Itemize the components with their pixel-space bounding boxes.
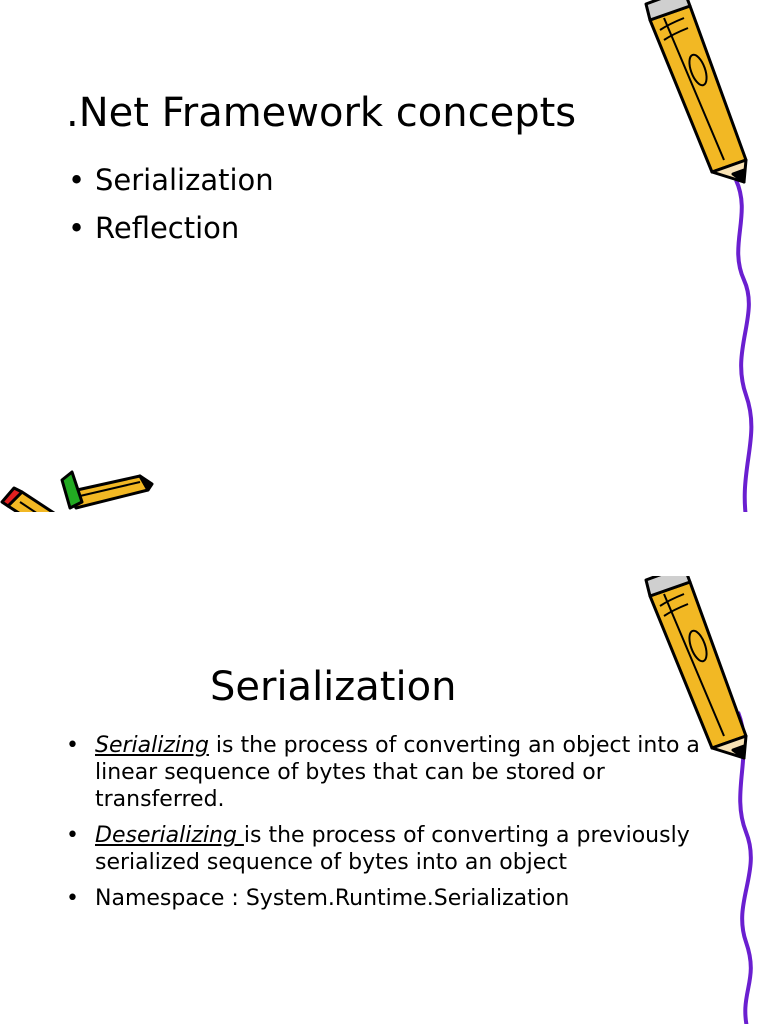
crossed-pencils-icon xyxy=(0,462,160,512)
bullet-text: Namespace : System.Runtime.Serialization xyxy=(95,886,570,911)
bullet-text: Serialization xyxy=(95,163,274,197)
bullet-text: Reflection xyxy=(95,211,240,245)
bullet-marker: • xyxy=(68,211,86,245)
list-item xyxy=(66,822,706,876)
term-serializing: Serializing xyxy=(95,733,209,758)
list-item xyxy=(66,885,706,912)
list-item xyxy=(68,204,274,252)
bullet-text: is the process of converting an object into a linear sequence of bytes that can be stored or transferred. xyxy=(95,733,700,812)
bullet-marker: • xyxy=(68,163,86,197)
slide-title: .Net Framework concepts xyxy=(66,90,577,136)
slide-title: Serialization xyxy=(210,664,457,710)
slide-2 xyxy=(0,512,768,1024)
bullet-marker: • xyxy=(66,823,79,848)
term-deserializing: Deserializing xyxy=(95,823,244,848)
bullet-list xyxy=(66,732,706,921)
list-item xyxy=(66,732,706,813)
bullet-marker: • xyxy=(66,886,79,911)
list-item xyxy=(68,156,274,204)
bullet-list xyxy=(68,156,274,252)
bullet-text: is the process of converting a previously serialized sequence of bytes into an object xyxy=(95,823,690,875)
bullet-marker: • xyxy=(66,733,79,758)
pencil-icon xyxy=(640,0,755,185)
